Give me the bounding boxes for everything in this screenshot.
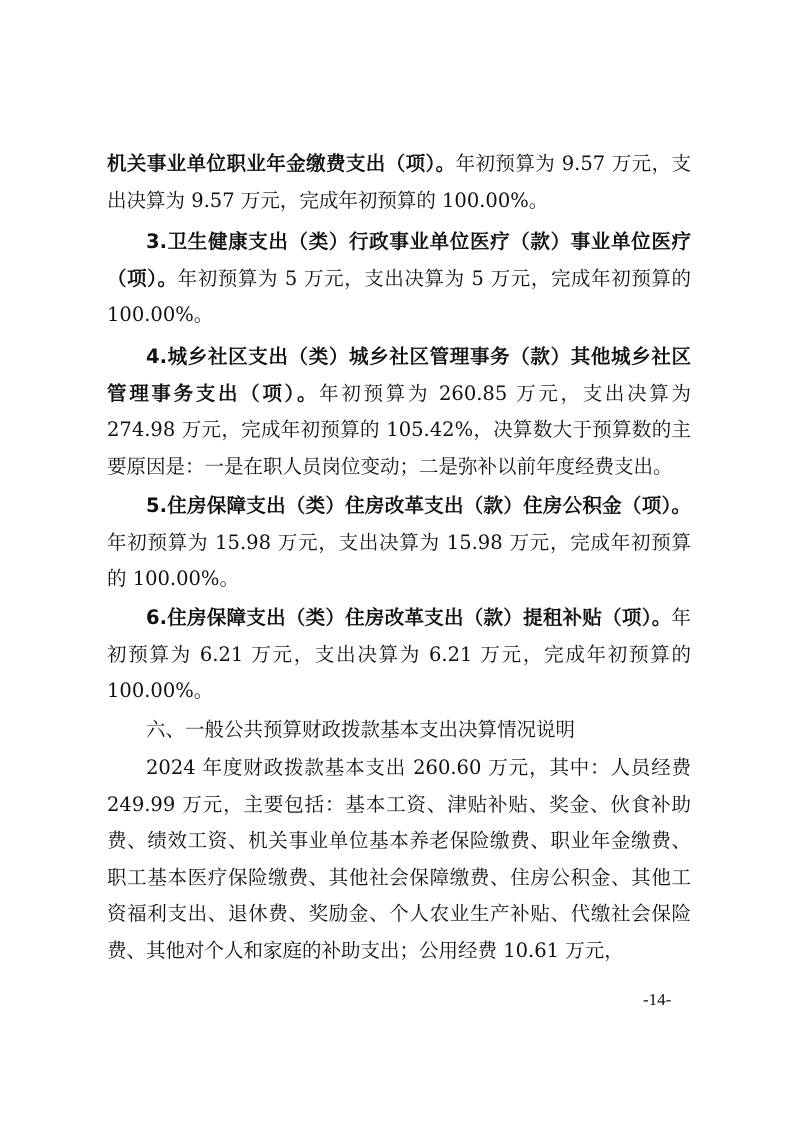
paragraph-health-expenditure	[107, 224, 691, 334]
paragraph-rent-subsidy	[107, 600, 691, 710]
paragraph-urban-rural-expenditure	[107, 339, 691, 485]
paragraph-text: 年初预算为 6.21 万元，支出决算为 6.21 万元，完成年初预算的 100.00%。	[107, 606, 691, 703]
paragraph-basic-expenditure: 2024 年度财政拨款基本支出 260.60 万元，其中：人员经费 249.99 万元，主要包括：基本工资、津贴补贴、奖金、伙食补助费、绩效工资、机关事业单位基本养老保险缴费、职业年金缴费、职工基本医疗保险缴费、其他社会保障缴费、住房公积金、其他工资福利支出、退休费、奖励金、个人农业生产补贴、代缴社会保险费、其他对个人和家庭的补助支出；公用经费 10.61 万元，	[107, 756, 691, 962]
paragraph-bold-lead: 3.卫生健康支出（类）行政事业单位医疗（款）事业单位医疗（项）。	[107, 230, 691, 290]
paragraph-bold-lead: 6.住房保障支出（类）住房改革支出（款）提租补贴（项）。	[146, 606, 672, 629]
paragraph-bold-lead: 机关事业单位职业年金缴费支出（项）。	[107, 152, 456, 175]
page-number: -14-	[643, 990, 672, 1009]
section-heading: 六、一般公共预算财政拨款基本支出决算情况说明	[146, 718, 576, 741]
paragraph-bold-lead: 5.住房保障支出（类）住房改革支出（款）住房公积金（项）。	[146, 494, 691, 517]
paragraph-text: 年初预算为 260.85 万元，支出决算为 274.98 万元，完成年初预算的 105.42%，决算数大于预算数的主要原因是：一是在职人员岗位变动；二是弥补以前年度经费支出。	[107, 381, 691, 478]
paragraph-text: 年初预算为 15.98 万元，支出决算为 15.98 万元，完成年初预算的 100.00%。	[107, 530, 691, 591]
paragraph-text: 年初预算为 9.57 万元，支出决算为 9.57 万元，完成年初预算的 100.00%。	[107, 152, 691, 212]
paragraph-housing-fund	[107, 488, 691, 598]
paragraph-text: 年初预算为 5 万元，支出决算为 5 万元，完成年初预算的 100.00%。	[107, 266, 691, 327]
paragraph-bold-lead: 4.城乡社区支出（类）城乡社区管理事务（款）其他城乡社区管理事务支出（项）。	[107, 345, 691, 405]
paragraph-pension-annuity	[107, 146, 691, 219]
